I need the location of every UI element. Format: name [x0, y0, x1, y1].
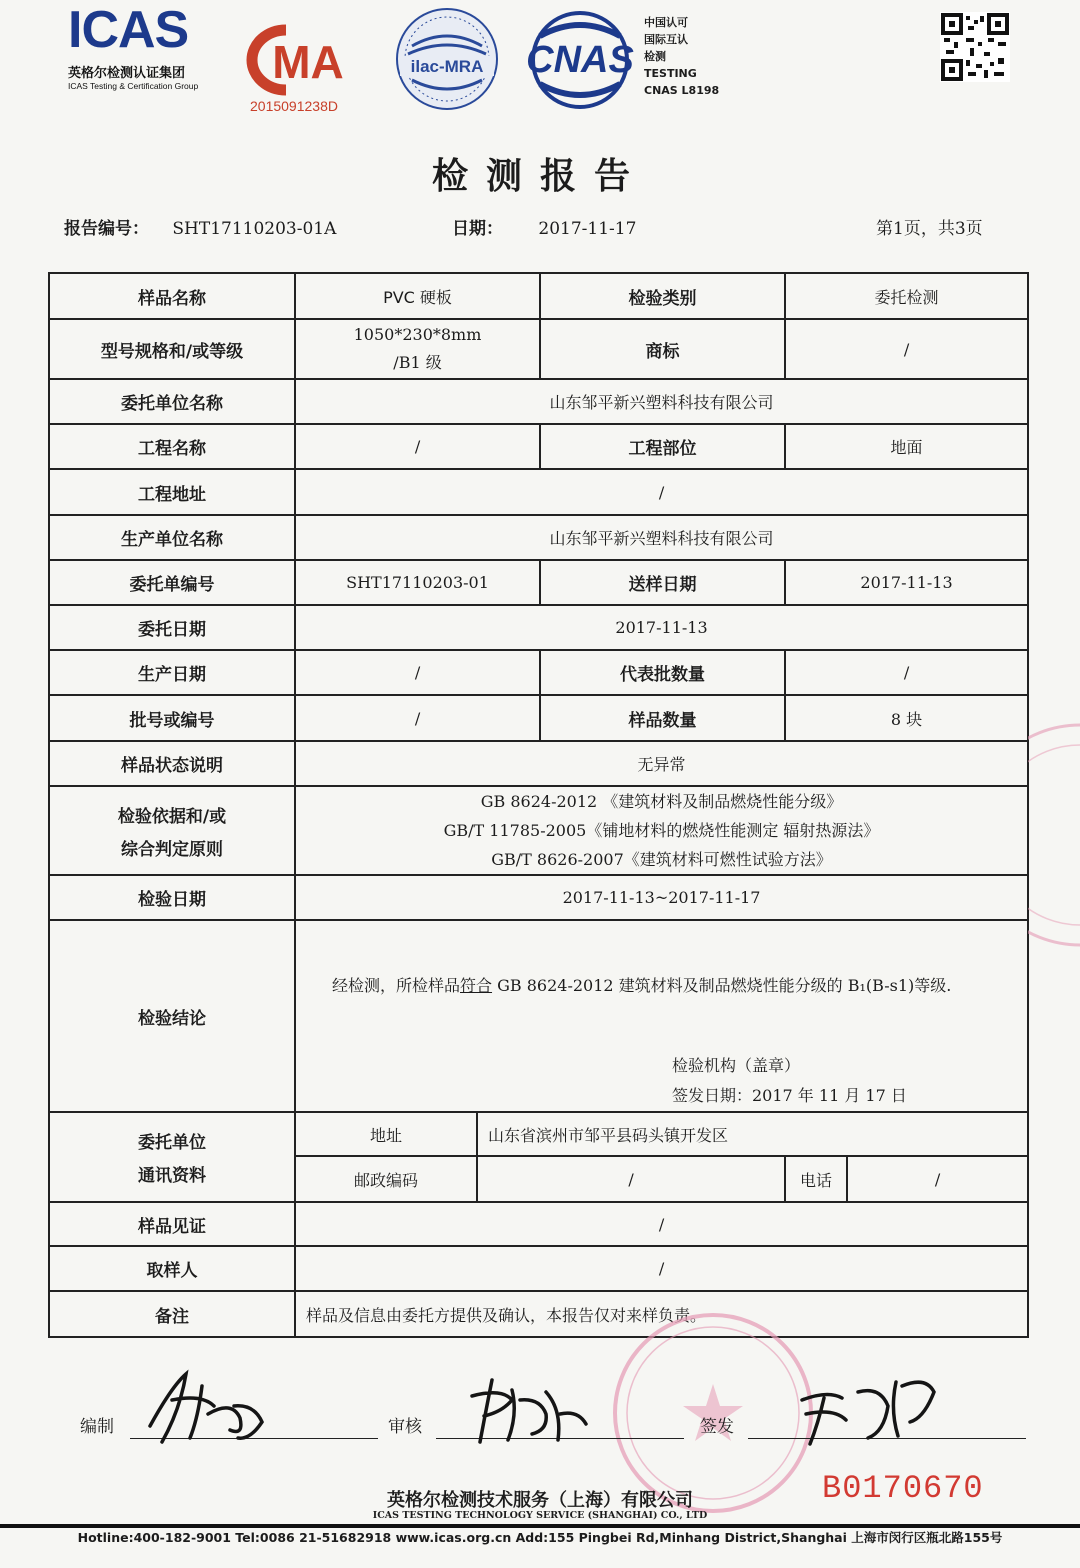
cnas-cn-line: 中国认可: [644, 16, 688, 29]
review-label: 审核: [388, 1417, 422, 1437]
table-row: [49, 273, 1028, 319]
table-row: [49, 1291, 1028, 1337]
commission-date-label: 委托日期: [49, 605, 295, 650]
order-number-label: 委托单编号: [49, 560, 295, 605]
cma-mark-icon: [246, 22, 372, 98]
model-label: 型号规格和/或等级: [49, 319, 295, 379]
report-table: [48, 272, 1029, 1338]
icas-english-name: ICAS Testing & Certification Group: [68, 81, 199, 91]
table-row: [49, 319, 1028, 379]
sample-name-value: PVC 硬板: [295, 273, 540, 319]
commission-date-value: 2017-11-13: [295, 605, 1028, 650]
table-row: [49, 650, 1028, 695]
report-date-label: 日期：: [452, 219, 503, 239]
conclusion-label: 检验结论: [49, 920, 295, 1112]
test-date-label: 检验日期: [49, 875, 295, 920]
trademark-label: 商标: [540, 319, 785, 379]
icas-wordmark: ICAS: [68, 1, 189, 59]
project-name-value: /: [295, 424, 540, 469]
table-row: [49, 379, 1028, 424]
icas-logo: [68, 1, 228, 99]
phone-label: 电话: [785, 1156, 847, 1202]
address-value: 山东省滨州市邹平县码头镇开发区: [477, 1112, 1028, 1156]
table-row: [49, 605, 1028, 650]
witness-label: 样品见证: [49, 1202, 295, 1246]
sample-name-label: 样品名称: [49, 273, 295, 319]
inspection-organization: 检验机构（盖章）: [672, 1056, 801, 1075]
conclusion-text-pre: 经检测，所检样品: [332, 976, 461, 995]
table-row: [49, 786, 1028, 875]
cnas-accreditation-text: [644, 14, 744, 99]
postcode-label: 邮政编码: [295, 1156, 477, 1202]
table-row: [49, 515, 1028, 560]
qr-code-icon: [940, 12, 1010, 92]
phone-value: /: [847, 1156, 1028, 1202]
inspection-type-value: 委托检测: [785, 273, 1028, 319]
project-part-label: 工程部位: [540, 424, 785, 469]
basis-label: [49, 786, 295, 875]
ilac-text: ilac-MRA: [410, 57, 484, 76]
sample-quantity-label: 样品数量: [540, 695, 785, 741]
table-row: [49, 560, 1028, 605]
issuer-signature-icon: [784, 1362, 944, 1450]
cnas-cn-line: 国际互认: [644, 33, 688, 46]
batch-number-label: 批号或编号: [49, 695, 295, 741]
cma-number: 2015091238D: [250, 98, 338, 114]
sample-quantity-value: 8 块: [785, 695, 1028, 741]
table-row: [49, 424, 1028, 469]
ilac-globe-icon: [394, 6, 500, 112]
batch-quantity-label: 代表批数量: [540, 650, 785, 695]
manufacturer-label: 生产单位名称: [49, 515, 295, 560]
client-name-label: 委托单位名称: [49, 379, 295, 424]
contact-label-line1: 委托单位: [138, 1133, 206, 1153]
table-row: [49, 1202, 1028, 1246]
report-date-value: 2017-11-17: [538, 219, 637, 239]
conclusion-text: [332, 973, 951, 996]
table-row: [49, 695, 1028, 741]
batch-quantity-value: /: [785, 650, 1028, 695]
remarks-value: 样品及信息由委托方提供及确认，本报告仅对来样负责。: [295, 1291, 1028, 1337]
footer-contact-line: Hotline:400-182-9001 Tel:0086 21-51682918 www.icas.org.cn Add:155 Pingbei Rd,Minhang District,Shanghai 上海市闵行区瓶北路155号: [77, 1530, 1003, 1545]
icas-chinese-name: 英格尔检测认证集团: [68, 66, 186, 81]
cnas-code: CNAS L8198: [644, 84, 720, 97]
delivery-date-value: 2017-11-13: [785, 560, 1028, 605]
contact-label: [49, 1112, 295, 1202]
cnas-globe-icon: [520, 10, 640, 110]
cma-logo: [246, 22, 372, 120]
postcode-value: /: [477, 1156, 785, 1202]
manufacturer-value: 山东邹平新兴塑料科技有限公司: [295, 515, 1028, 560]
conclusion-text-post: GB 8624-2012 建筑材料及制品燃烧性能分级的 B₁(B-s1)等级.: [492, 976, 952, 995]
witness-value: /: [295, 1202, 1028, 1246]
model-value: [295, 319, 540, 379]
model-value-line2: /B1 级: [393, 353, 442, 372]
company-name-cn: 英格尔检测技术服务（上海）有限公司: [387, 1490, 693, 1511]
sampler-label: 取样人: [49, 1246, 295, 1291]
contact-label-line2: 通讯资料: [138, 1166, 206, 1186]
standard-item: GB/T 11785-2005《铺地材料的燃烧性能测定 辐射热源法》: [443, 821, 880, 840]
production-date-label: 生产日期: [49, 650, 295, 695]
project-part-value: 地面: [785, 424, 1028, 469]
report-number: [64, 214, 336, 239]
cnas-text: CNAS: [526, 39, 634, 81]
cnas-cn-line: 检测: [644, 50, 666, 63]
table-row: [49, 1112, 1028, 1156]
production-date-value: /: [295, 650, 540, 695]
delivery-date-label: 送样日期: [540, 560, 785, 605]
address-label: 地址: [295, 1112, 477, 1156]
company-name-en: ICAS TESTING TECHNOLOGY SERVICE (SHANGHAI) CO., LTD: [372, 1510, 708, 1521]
conclusion-text-mid: 符合: [460, 976, 493, 995]
ilac-mra-logo: [394, 6, 500, 112]
compiler-signature-icon: [142, 1366, 272, 1448]
inspection-type-label: 检验类别: [540, 273, 785, 319]
serial-number: B0170670: [822, 1470, 984, 1507]
trademark-value: /: [785, 319, 1028, 379]
reviewer-signature-icon: [462, 1370, 592, 1448]
compile-label: 编制: [80, 1417, 114, 1437]
table-row: [49, 741, 1028, 786]
issue-label: 签发: [700, 1417, 734, 1437]
edge-seal-icon: [1028, 720, 1080, 950]
table-row: [49, 875, 1028, 920]
report-title: 检测报告: [431, 156, 648, 197]
issue-date: 签发日期：2017 年 11 月 17 日: [672, 1086, 907, 1105]
page-info: 第1页，共3页: [876, 219, 983, 239]
cnas-logo: [520, 10, 640, 110]
report-number-label: 报告编号：: [64, 219, 149, 239]
standard-item: GB 8624-2012 《建筑材料及制品燃烧性能分级》: [480, 792, 843, 811]
cnas-testing: TESTING: [644, 67, 697, 80]
table-row: [49, 1246, 1028, 1291]
report-number-value: SHT17110203-01A: [172, 219, 337, 239]
client-name-value: 山东邹平新兴塑料科技有限公司: [295, 379, 1028, 424]
sample-state-label: 样品状态说明: [49, 741, 295, 786]
sampler-value: /: [295, 1246, 1028, 1291]
remarks-label: 备注: [49, 1291, 295, 1337]
report-date: [452, 214, 636, 239]
project-address-value: /: [295, 469, 1028, 515]
order-number-value: SHT17110203-01: [295, 560, 540, 605]
test-date-value: 2017-11-13~2017-11-17: [295, 875, 1028, 920]
standard-item: GB/T 8626-2007《建筑材料可燃性试验方法》: [491, 850, 832, 869]
batch-number-value: /: [295, 695, 540, 741]
table-row: [49, 469, 1028, 515]
sample-state-value: 无异常: [295, 741, 1028, 786]
cma-text: MA: [272, 36, 344, 88]
project-name-label: 工程名称: [49, 424, 295, 469]
model-value-line1: 1050*230*8mm: [353, 325, 482, 344]
standards-list: [295, 786, 1028, 875]
project-address-label: 工程地址: [49, 469, 295, 515]
conclusion-cell: [295, 920, 1028, 1112]
basis-label-line1: 检验依据和/或: [117, 806, 227, 827]
table-row: [49, 920, 1028, 1112]
basis-label-line2: 综合判定原则: [121, 839, 223, 860]
